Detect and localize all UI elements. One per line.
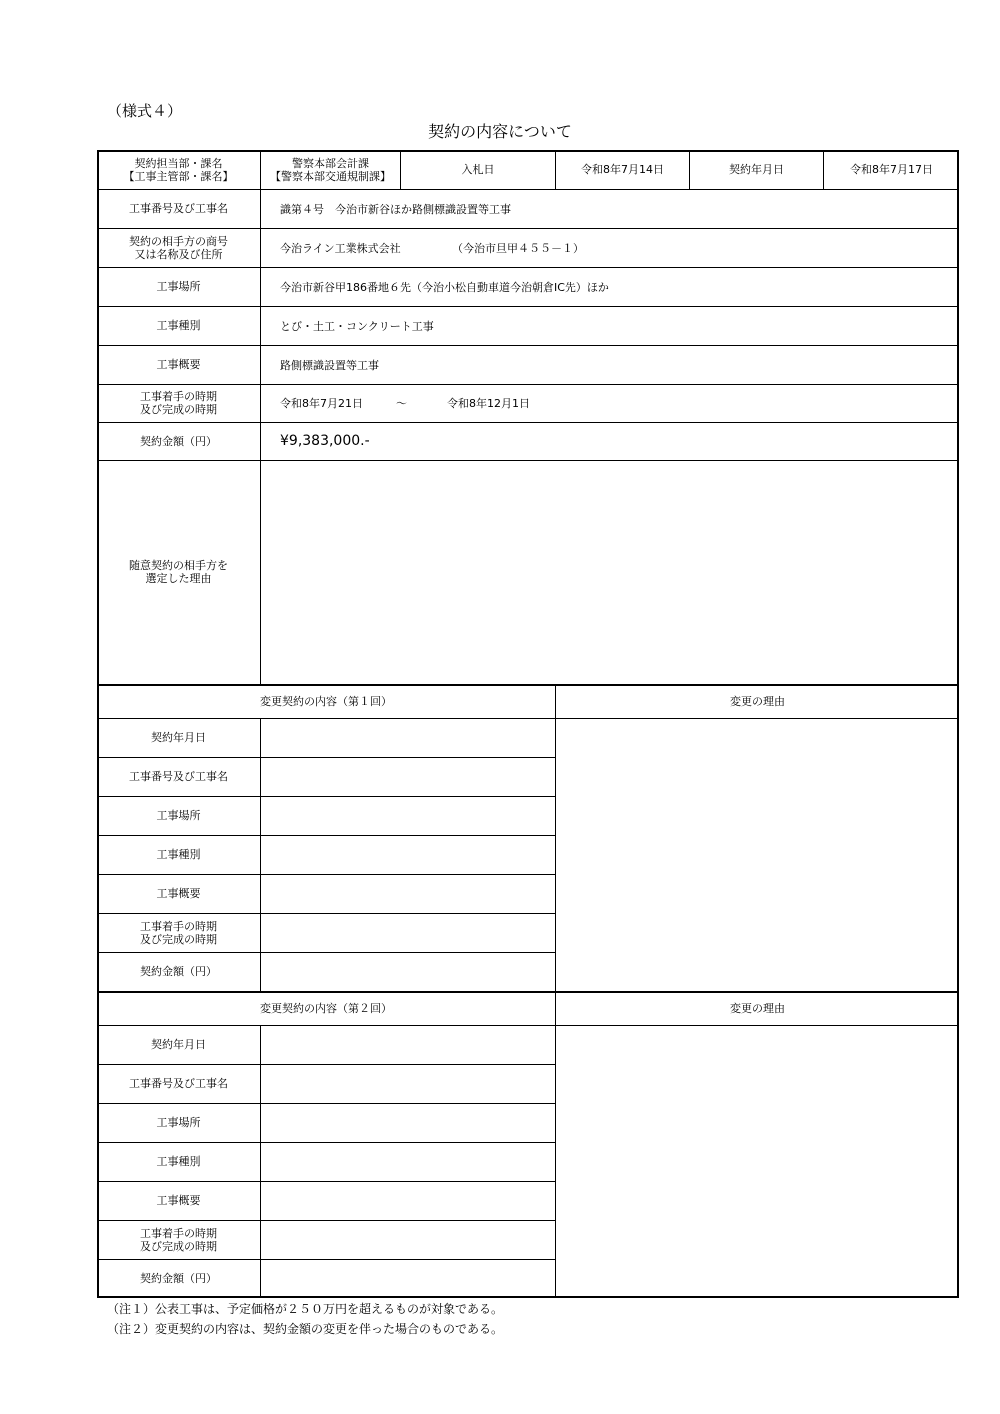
work-number-label: 工事番号及び工事名 bbox=[129, 202, 228, 215]
contract-amount-value: ¥9,383,000.- bbox=[280, 433, 370, 449]
period-start: 令和8年7月21日 bbox=[280, 397, 363, 410]
change2-row-label: 契約年月日 bbox=[151, 1038, 206, 1051]
work-type-value: とび・土工・コンクリート工事 bbox=[280, 319, 434, 333]
change2-reason-header: 変更の理由 bbox=[730, 1001, 785, 1015]
footnote: （注１）公表工事は、予定価格が２５０万円を超えるものが対象である。 bbox=[107, 1302, 504, 1316]
change1-row-label: 工事場所 bbox=[156, 809, 201, 822]
change1-header: 変更契約の内容（第１回） bbox=[260, 694, 392, 708]
contract-date-value: 令和8年7月17日 bbox=[850, 163, 933, 176]
change1-row-label: 工事種別 bbox=[156, 848, 201, 861]
change2-row-label: 工事概要 bbox=[156, 1194, 201, 1207]
contractor-label: 契約の相手方の商号 又は名称及び住所 bbox=[129, 234, 228, 261]
work-place-label: 工事場所 bbox=[156, 280, 201, 293]
change1-row-label: 工事番号及び工事名 bbox=[129, 770, 228, 783]
footnote: （注２）変更契約の内容は、契約金額の変更を伴った場合のものである。 bbox=[107, 1322, 504, 1336]
change2-row-label: 工事種別 bbox=[156, 1155, 201, 1168]
work-summary-value: 路側標識設置等工事 bbox=[280, 358, 379, 372]
change1-row-label: 工事着手の時期 及び完成の時期 bbox=[140, 919, 217, 946]
dept-label: 契約担当部・課名 【工事主管部・課名】 bbox=[123, 156, 234, 183]
work-place-value: 今治市新谷甲186番地６先（今治小松自動車道今治朝倉IC先）ほか bbox=[280, 280, 609, 294]
work-period-label: 工事着手の時期 及び完成の時期 bbox=[140, 390, 217, 416]
contract-amount-label: 契約金額（円） bbox=[140, 434, 217, 448]
change2-header: 変更契約の内容（第２回） bbox=[260, 1001, 392, 1015]
work-number-value: 識第４号 今治市新谷ほか路側標識設置等工事 bbox=[280, 202, 511, 216]
change2-row-label: 契約金額（円） bbox=[140, 1272, 217, 1285]
column-divider bbox=[555, 991, 556, 1298]
column-divider bbox=[260, 718, 261, 991]
column-divider bbox=[555, 684, 556, 991]
change2-row-label: 工事場所 bbox=[156, 1116, 201, 1129]
contractor-address: （今治市旦甲４５５－１） bbox=[452, 241, 584, 255]
period-separator: ～ bbox=[396, 397, 407, 410]
work-type-label: 工事種別 bbox=[156, 319, 201, 332]
change2-row-label: 工事番号及び工事名 bbox=[129, 1077, 228, 1090]
column-divider bbox=[260, 150, 261, 684]
period-end: 令和8年12月1日 bbox=[447, 397, 530, 410]
dept-value: 警察本部会計課 【警察本部交通規制課】 bbox=[270, 156, 391, 183]
change1-reason-header: 変更の理由 bbox=[730, 694, 785, 708]
bid-date-value: 令和8年7月14日 bbox=[581, 163, 664, 176]
contractor-name: 今治ライン工業株式会社 bbox=[280, 241, 401, 255]
change1-row-label: 工事概要 bbox=[156, 887, 201, 900]
column-divider bbox=[260, 1025, 261, 1298]
selection-reason-label: 随意契約の相手方を 選定した理由 bbox=[129, 559, 228, 585]
work-summary-label: 工事概要 bbox=[156, 358, 201, 371]
change1-row-label: 契約年月日 bbox=[151, 731, 206, 744]
form-number: （様式４） bbox=[107, 102, 183, 120]
change2-row-label: 工事着手の時期 及び完成の時期 bbox=[140, 1226, 217, 1253]
bid-date-label: 入札日 bbox=[461, 163, 495, 176]
document-title: 契約の内容について bbox=[428, 122, 572, 141]
contract-date-label: 契約年月日 bbox=[729, 163, 784, 176]
change1-row-label: 契約金額（円） bbox=[140, 965, 217, 978]
